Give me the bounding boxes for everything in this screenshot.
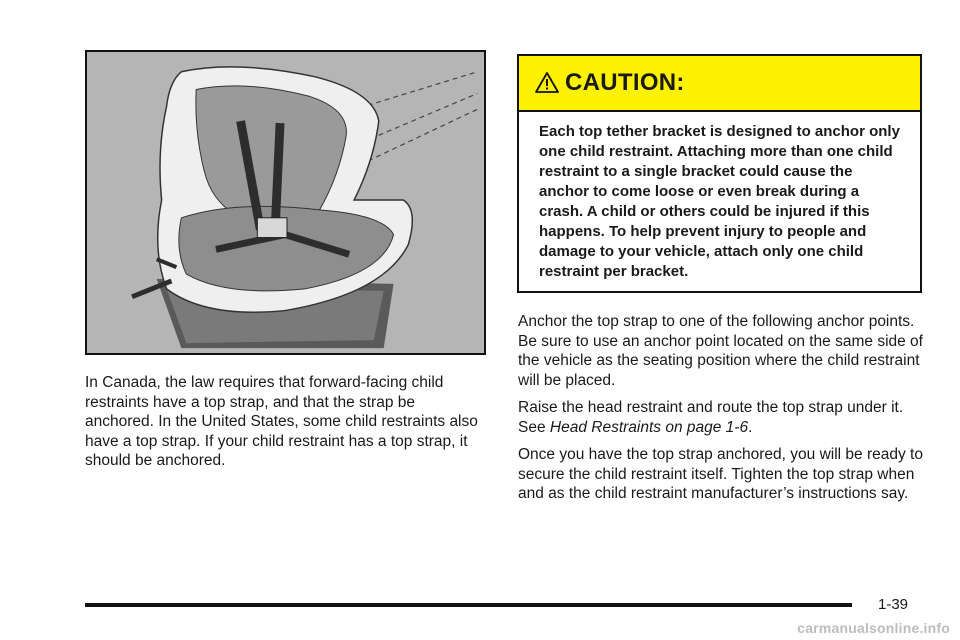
warning-triangle-icon bbox=[535, 71, 559, 95]
child-seat-illustration bbox=[87, 52, 484, 353]
page-number: 1-39 bbox=[878, 596, 909, 613]
left-paragraph: In Canada, the law requires that forward-facing child restraints have a top strap, and that the strap be anchored. In the United States, some child restraints also have a top strap. If your child restraint has a top strap, it should be anchored. bbox=[85, 374, 478, 469]
head-restraints-link[interactable]: Head Restraints on page 1-6 bbox=[549, 418, 749, 436]
head-restraint-paragraph bbox=[518, 398, 923, 437]
caution-title: CAUTION: bbox=[565, 69, 685, 96]
caution-header bbox=[519, 56, 920, 112]
child-seat-figure bbox=[85, 50, 486, 355]
anchor-paragraph: Anchor the top strap to one of the following anchor points. Be sure to use an anchor point located on the same side of the vehicle as the seating position where the child restraint will be placed. bbox=[518, 313, 923, 389]
footer-rule bbox=[85, 603, 852, 607]
secure-paragraph: Once you have the top strap anchored, you will be ready to secure the child restraint itself. Tighten the top strap when and as the child restraint manufacturer’s instructions say. bbox=[518, 446, 923, 502]
head-restraint-suffix: . bbox=[748, 418, 753, 436]
head-restraint-text: Raise the head restraint and route the top strap under it. See bbox=[518, 399, 904, 436]
watermark: carmanualsonline.info bbox=[797, 620, 950, 636]
right-column bbox=[518, 312, 923, 512]
caution-box bbox=[517, 54, 922, 293]
caution-text: Each top tether bracket is designed to anchor only one child restraint. Attaching more than one child restraint to a single bracket could cause the anchor to come loose or even break during a crash. A child or others could be injured if this happens. To help prevent injury to people and damage to your vehicle, attach only one child restraint per bracket. bbox=[539, 123, 900, 280]
